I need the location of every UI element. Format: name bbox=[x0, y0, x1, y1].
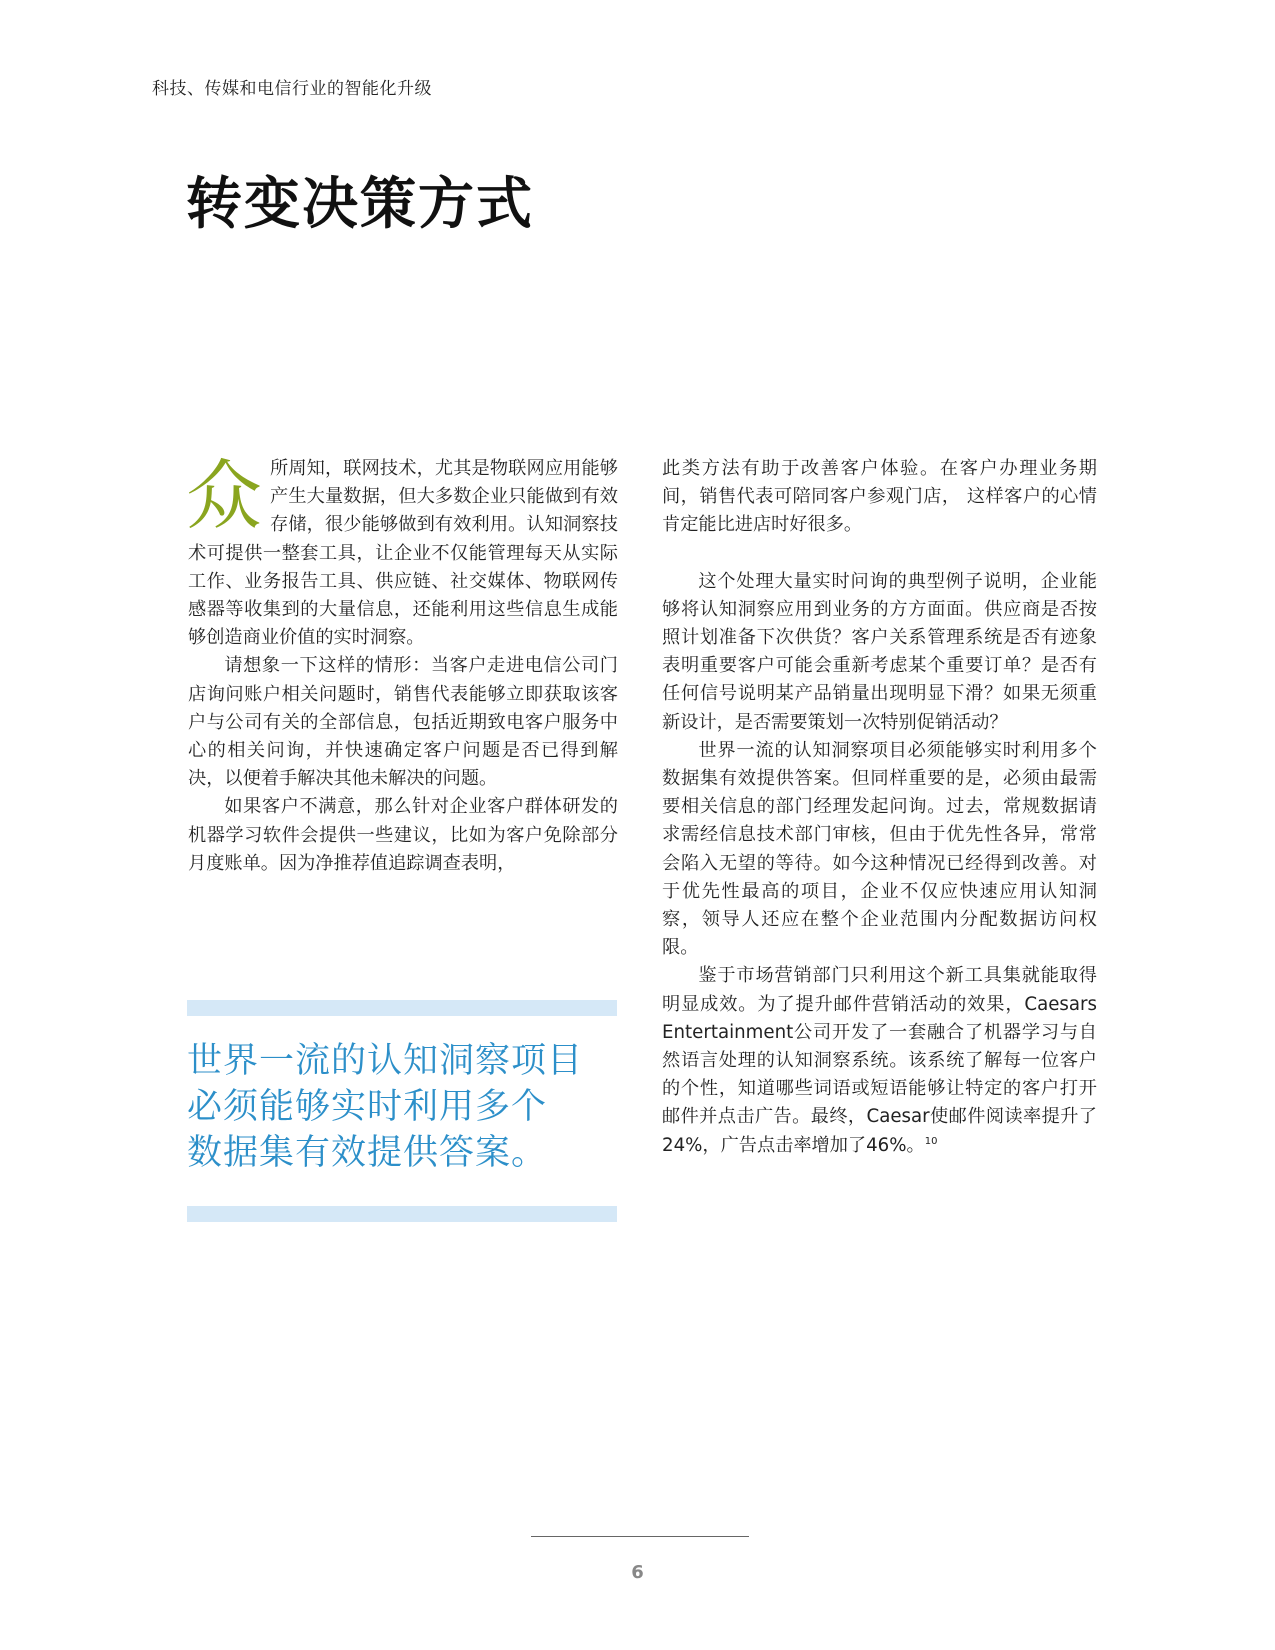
intro-paragraph bbox=[186, 451, 618, 652]
pull-quote-line: 必须能够实时利用多个 bbox=[187, 1087, 548, 1127]
pull-quote-text bbox=[187, 1038, 583, 1176]
pull-quote-line: 世界一流的认知洞察项目 bbox=[187, 1041, 584, 1081]
marketing-text: 鉴于市场营销部门只利用这个新工具集就能取得明显成效。为了提升邮件营销活动的效果，Caesars Entertainment公司开发了一套融合了机器学习与自然语言处理的认知洞察系统。该系统了解每一位客户的个性，知道哪些词语或短语能够让特定的客户打开邮件并点击广告。最终，Caesar使邮件阅读率提升了24%，广告点击率增加了46%。 bbox=[662, 965, 1097, 1156]
footnote-reference[interactable]: 10 bbox=[924, 1135, 938, 1147]
experience-paragraph: 此类方法有助于改善客户体验。在客户办理业务期间，销售代表可陪同客户参观门店， 这样客户的心情肯定能比进店时好很多。 bbox=[662, 458, 1097, 536]
intro-text: 所周知，联网技术，尤其是物联网应用能够产生大量数据，但大多数企业只能做到有效存储，很少能够做到有效利用。认知洞察技术可提供一整套工具，让企业不仅能管理每天从实际工作、业务报告工具、供应链、社交媒体、物联网传感器等收集到的大量信息，还能利用这些信息生成能够创造商业价值的实时洞察。 bbox=[188, 458, 618, 649]
page-number: 6 bbox=[631, 1562, 644, 1583]
pull-quote bbox=[187, 1000, 617, 1222]
right-column bbox=[662, 455, 1097, 1160]
pull-quote-top-bar bbox=[187, 1000, 617, 1016]
drop-cap: 众 bbox=[186, 451, 262, 540]
pull-quote-line: 数据集有效提供答案。 bbox=[187, 1133, 548, 1173]
marketing-paragraph bbox=[662, 962, 1097, 1159]
left-column bbox=[186, 451, 618, 878]
world-class-paragraph: 世界一流的认知洞察项目必须能够实时利用多个数据集有效提供答案。但同样重要的是，必须由最需要相关信息的部门经理发起问询。过去，常规数据请求需经信息技术部门审核，但由于优先性各异，常常会陷入无望的等待。如今这种情况已经得到改善。对于优先性最高的项目，企业不仅应快速应用认知洞察，领导人还应在整个企业范围内分配数据访问权限。 bbox=[662, 739, 1097, 959]
realtime-example-paragraph: 这个处理大量实时问询的典型例子说明，企业能够将认知洞察应用到业务的方方面面。供应商是否按照计划准备下次供货？客户关系管理系统是否有迹象表明重要客户可能会重新考虑某个重要订单？是否有任何信号说明某产品销量出现明显下滑？如果无须重新设计，是否需要策划一次特别促销活动？ bbox=[662, 570, 1097, 733]
dissatisfied-paragraph: 如果客户不满意，那么针对企业客户群体研发的机器学习软件会提供一些建议，比如为客户免除部分月度账单。因为净推荐值追踪调查表明， bbox=[188, 796, 618, 874]
running-header: 科技、传媒和电信行业的智能化升级 bbox=[152, 79, 432, 99]
page-title: 转变决策方式 bbox=[186, 172, 534, 237]
scenario-paragraph: 请想象一下这样的情形：当客户走进电信公司门店询问账户相关问题时，销售代表能够立即获取该客户与公司有关的全部信息，包括近期致电客户服务中心的相关问询，并快速确定客户问题是否已得到解决，以便着手解决其他未解决的问题。 bbox=[188, 655, 618, 790]
pull-quote-bottom-bar bbox=[187, 1206, 617, 1222]
footer-divider bbox=[531, 1536, 749, 1537]
